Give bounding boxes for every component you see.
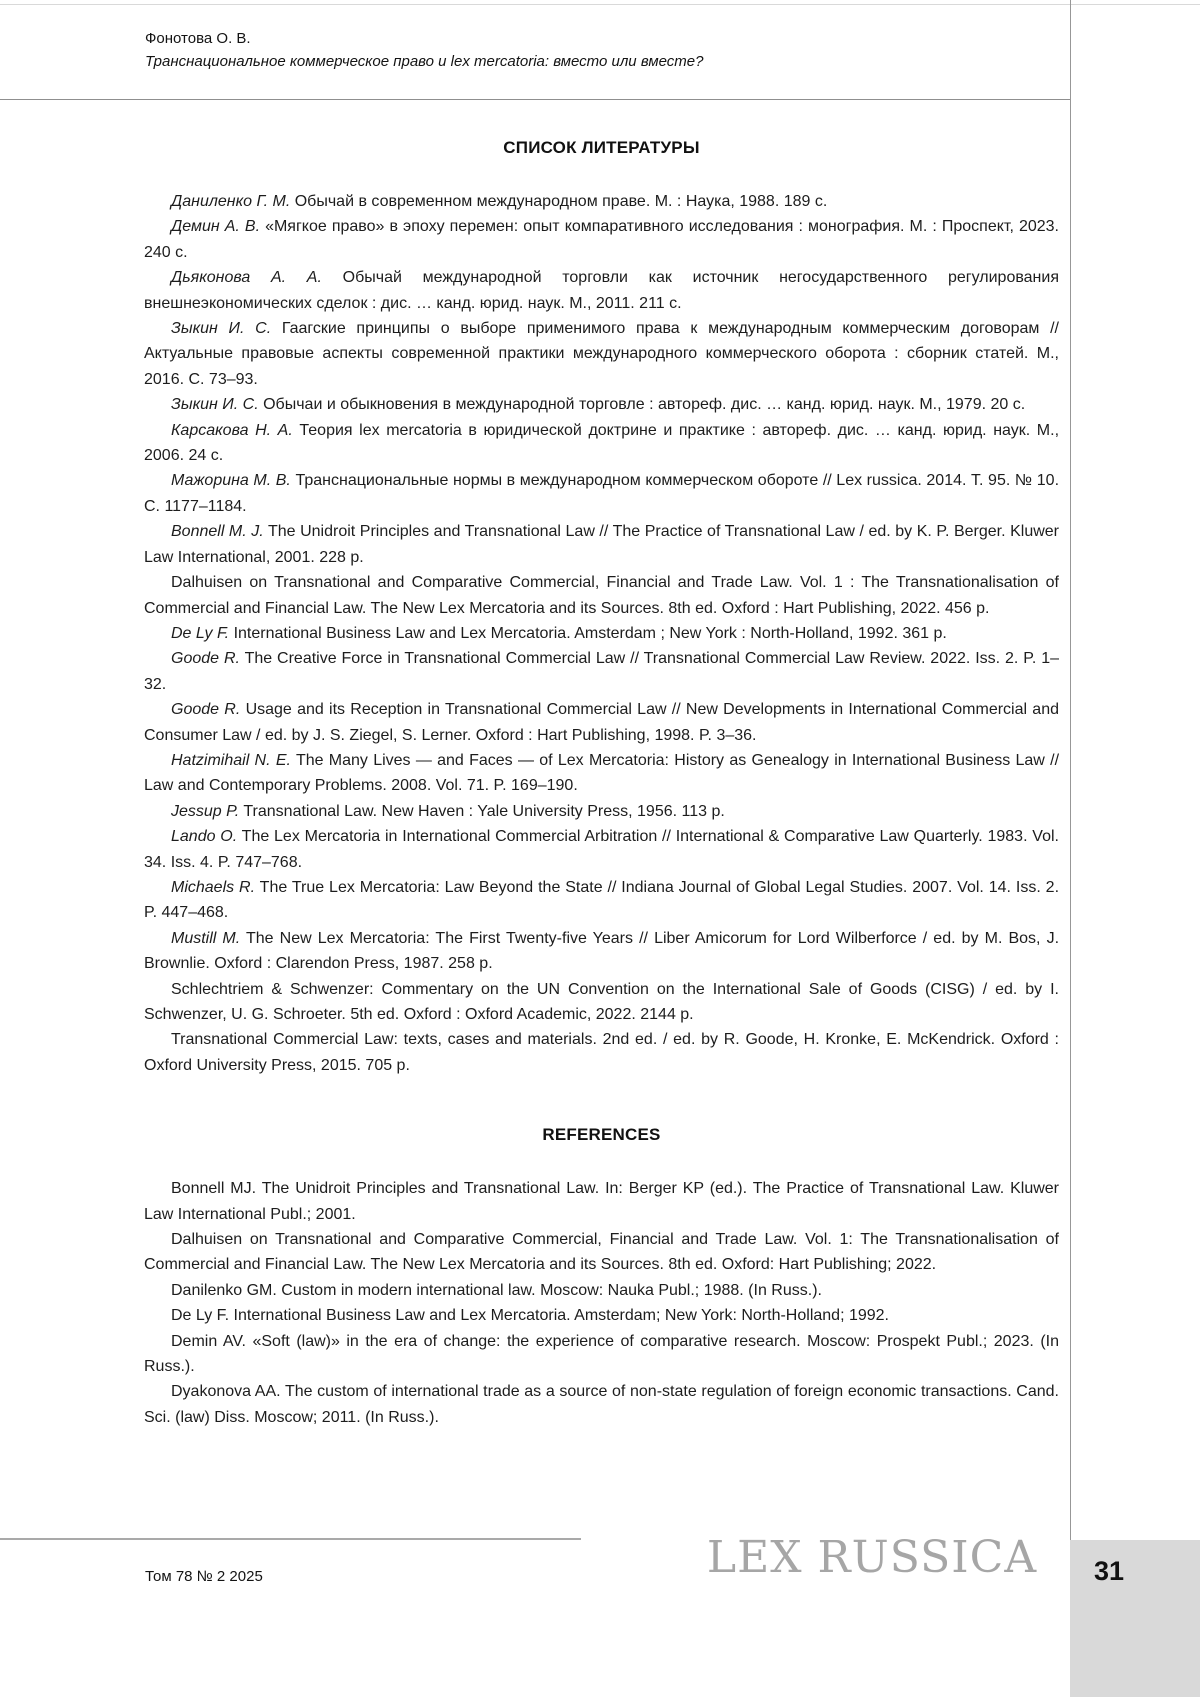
entry-text: Bonnell MJ. The Unidroit Principles and Transnational Law. In: Berger KP (ed.). The Practice of Transnational Law. Kluwer Law International Publ.; 2001. [144,1180,1059,1223]
entry-author: Карсакова Н. А. [171,421,293,439]
bibliography-entry [144,1303,1059,1328]
page-top-hairline [0,4,1200,5]
bibliography-section-title: СПИСОК ЛИТЕРАТУРЫ [503,138,700,157]
bibliography-entry [144,519,1059,570]
bibliography-entry [144,570,1059,621]
entry-author: Mustill M. [171,929,241,947]
entry-author: Зыкин И. С. [171,320,272,338]
entry-author: De Ly F. [171,624,230,642]
page-content [144,138,1059,1430]
entry-text: Danilenko GM. Custom in modern international law. Moscow: Nauka Publ.; 1988. (In Russ.). [171,1281,822,1299]
bibliography-entry [144,189,1059,214]
bibliography-entry [144,621,1059,646]
bibliography-entry [144,418,1059,469]
bibliography-entry [144,1176,1059,1227]
entry-text: Транснациональные нормы в международном коммерческом обороте // Lex russica. 2014. Т. 95. № 10. С. 1177–1184. [144,472,1060,515]
bibliography-entry [144,697,1059,748]
references-section-title: REFERENCES [542,1125,661,1145]
entry-text: Dalhuisen on Transnational and Comparative Commercial, Financial and Trade Law. Vol. 1 : The Transnationalisation of Commercial and Financial Law. The New Lex Mercatoria and its Sources. 8th ed. Oxford : Hart Publishing, 2022. 456 p. [144,574,1059,617]
entry-text: Transnational Commercial Law: texts, cases and materials. 2nd ed. / ed. by R. Goode, H. Kronke, E. McKendrick. Oxford : Oxford University Press, 2015. 705 p. [144,1031,1059,1074]
entry-text: De Ly F. International Business Law and Lex Mercatoria. Amsterdam; New York: North-Holland; 1992. [171,1307,889,1325]
entry-text: The Lex Mercatoria in International Commercial Arbitration // International & Comparative Law Quarterly. 1983. Vol. 34. Iss. 4. P. 747–768. [144,828,1059,871]
entry-author: Зыкин И. С. [171,396,259,414]
entry-text: «Мягкое право» в эпоху перемен: опыт компаративного исследования : монография. М. : Проспект, 2023. 240 с. [144,218,1059,261]
right-margin-divider-line [1070,0,1071,1540]
bibliography-entry [144,316,1059,392]
running-head-article-title: Транснациональное коммерческое право и lex mercatoria: вместо или вместе? [145,53,704,70]
entry-text: Transnational Law. New Haven : Yale University Press, 1956. 113 p. [243,802,725,820]
entry-text: Usage and its Reception in Transnational Commercial Law // New Developments in International Commercial and Consumer Law / ed. by J. S. Ziegel, S. Lerner. Oxford : Hart Publishing, 1998. P. 3–36. [144,701,1060,744]
entry-text: The True Lex Mercatoria: Law Beyond the State // Indiana Journal of Global Legal Studies. 2007. Vol. 14. Iss. 2. P. 447–468. [144,878,1060,922]
journal-issue-info: Том 78 № 2 2025 [145,1568,263,1585]
bibliography-entry [144,214,1059,265]
entry-text: Schlechtriem & Schwenzer: Commentary on the UN Convention on the International Sale of Goods (CISG) / ed. by I. Schwenzer, U. G. Schroeter. 5th ed. Oxford : Oxford Academic, 2022. 2144 p. [144,980,1059,1023]
entry-text: The New Lex Mercatoria: The First Twenty-five Years // Liber Amicorum for Lord Wilberforce / ed. by M. Bos, J. Brownlie. Oxford : Clarendon Press, 1987. 258 p. [144,929,1060,973]
references-list [144,1176,1059,1430]
bibliography-entry [144,1278,1059,1303]
bibliography-entry [144,1329,1059,1380]
entry-text: Обычай международной торговли как источник негосударственного регулирования внешнеэкономических сделок : дис. … канд. юрид. наук. М., 2011. 211 с. [144,269,1059,312]
bibliography-entry [144,799,1059,824]
entry-text: Dyakonova AA. The custom of international trade as a source of non-state regulation of foreign economic transactions. Cand. Sci. (law) Diss. Moscow; 2011. (In Russ.). [144,1383,1059,1426]
entry-author: Hatzimihail N. E. [171,751,291,769]
bibliography-entry [144,265,1059,316]
entry-author: Lando O. [171,828,238,846]
entry-author: Goode R. [171,701,241,719]
entry-text: The Unidroit Principles and Transnational Law // The Practice of Transnational Law / ed. by K. P. Berger. Kluwer Law International, 2001. 228 p. [144,523,1060,566]
entry-text: The Creative Force in Transnational Commercial Law // Transnational Commercial Law Review. 2022. Iss. 2. P. 1–32. [144,650,1060,693]
entry-text: Demin AV. «Soft (law)» in the era of change: the experience of comparative research. Moscow: Prospekt Publ.; 2023. (In Russ.). [144,1332,1059,1376]
entry-text: Обычай в современном международном праве. М. : Наука, 1988. 189 с. [294,193,828,210]
bibliography-entry [144,646,1059,697]
entry-author: Bonnell M. J. [171,523,264,541]
bibliography-list [144,189,1059,1078]
bibliography-entry [144,926,1059,977]
entry-author: Даниленко Г. М. [171,193,291,210]
entry-author: Michaels R. [171,878,256,896]
lex-russica-logo: LEX RUSSICA [706,1532,1038,1583]
bibliography-entry [144,468,1059,519]
entry-text: Теория lex mercatoria в юридической доктрине и практике : автореф. дис. … канд. юрид. наук. М., 2006. 24 с. [144,421,1060,465]
bibliography-entry [144,392,1059,417]
entry-author: Goode R. [171,650,240,668]
running-head [145,27,703,73]
bibliography-entry [144,875,1059,926]
entry-text: Обычаи и обыкновения в международной торговле : автореф. дис. … канд. юрид. наук. М., 1979. 20 с. [263,396,1026,414]
entry-author: Дьяконова А. А. [171,269,322,287]
bibliography-entry [144,1227,1059,1278]
entry-text: Dalhuisen on Transnational and Comparative Commercial, Financial and Trade Law. Vol. 1: The Transnationalisation of Commercial and Financial Law. The New Lex Mercatoria and its Sources. 8th ed. Oxford: Hart Publishing; 2022. [144,1231,1059,1274]
entry-text: Гаагские принципы о выборе применимого права к международным коммерческим договорам // Актуальные правовые аспекты современной практики международного коммерческого оборота : сборник статей. М., 2016. С. 73–93. [144,320,1059,388]
entry-text: International Business Law and Lex Mercatoria. Amsterdam ; New York : North-Holland, 1992. 361 p. [233,624,947,642]
bibliography-entry [144,1379,1059,1430]
running-head-author: Фонотова О. В. [145,30,251,47]
page-number-box [1070,1540,1200,1697]
entry-author: Демин А. В. [171,218,261,236]
bibliography-entry [144,1027,1059,1078]
entry-author: Мажорина М. В. [171,472,291,490]
bibliography-entry [144,824,1059,875]
entry-text: The Many Lives — and Faces — of Lex Mercatoria: History as Genealogy in International Business Law // Law and Contemporary Problems. 2008. Vol. 71. P. 169–190. [144,751,1060,795]
header-rule [0,99,1070,100]
bibliography-entry [144,748,1059,799]
bibliography-entry [144,977,1059,1028]
footer-rule [0,1538,581,1540]
page-number: 31 [1094,1556,1125,1586]
entry-author: Jessup P. [171,802,240,820]
